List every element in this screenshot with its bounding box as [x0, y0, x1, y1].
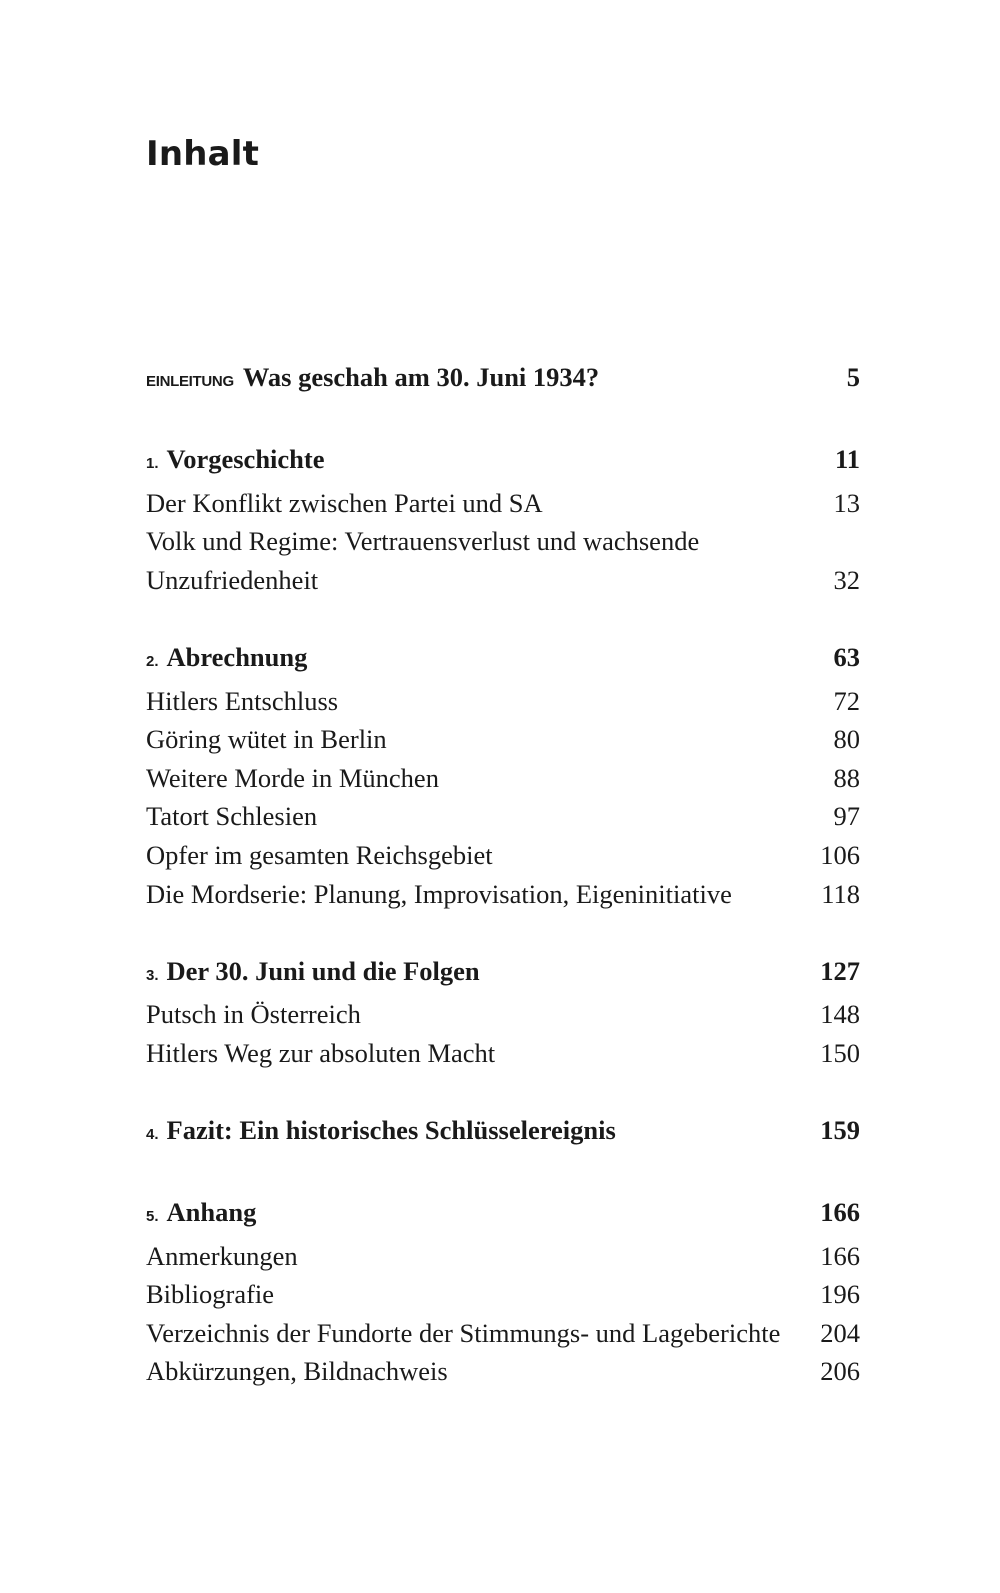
toc-row — [146, 759, 860, 798]
book-page — [146, 0, 860, 1593]
chapter-page-number: 159 — [820, 1114, 860, 1145]
toc-section-chapter-4 — [146, 1111, 860, 1155]
entry-page-number: 88 — [833, 762, 860, 793]
table-of-contents — [146, 358, 860, 1429]
entry-title: Abkürzungen, Bildnachweis — [146, 1356, 448, 1387]
toc-section-chapter-5 — [146, 1193, 860, 1391]
toc-section-chapter-3 — [146, 952, 860, 1073]
entry-page-number: 206 — [820, 1356, 860, 1387]
entry-title: Opfer im gesamten Reichsgebiet — [146, 839, 493, 870]
entry-page-number: 32 — [833, 564, 860, 595]
toc-row — [146, 682, 860, 721]
intro-page-number: 5 — [846, 362, 860, 392]
entry-title: Weitere Morde in München — [146, 762, 439, 793]
entry-page-number: 106 — [820, 839, 860, 870]
chapter-title: Fazit: Ein historisches Schlüsselereignis — [166, 1114, 616, 1145]
toc-row — [146, 1034, 860, 1073]
intro-title: Was geschah am 30. Juni 1934? — [242, 362, 600, 392]
chapter-title: Abrechnung — [166, 641, 308, 672]
toc-row — [146, 1237, 860, 1276]
entry-page-number: 148 — [820, 999, 860, 1030]
toc-section-chapter-2 — [146, 638, 860, 913]
chapter-title: Der 30. Juni und die Folgen — [166, 955, 480, 986]
chapter-number: 1. — [146, 455, 159, 473]
toc-row — [146, 797, 860, 836]
entry-page-number: 80 — [833, 724, 860, 755]
toc-section-chapter-1 — [146, 440, 860, 599]
entry-title: Die Mordserie: Planung, Improvisation, Eigeninitiative — [146, 878, 732, 909]
toc-row — [146, 1111, 860, 1155]
entry-page-number: 196 — [820, 1279, 860, 1310]
entry-title: Anmerkungen — [146, 1240, 298, 1271]
chapter-page-number: 166 — [820, 1197, 860, 1227]
toc-row — [146, 1275, 860, 1314]
toc-row — [146, 1193, 860, 1237]
toc-row — [146, 995, 860, 1034]
entry-title: Putsch in Österreich — [146, 999, 361, 1030]
entry-page-number: 150 — [820, 1037, 860, 1068]
toc-row — [146, 484, 860, 523]
entry-title-continued: Unzufriedenheit — [146, 564, 319, 595]
toc-row — [146, 561, 860, 600]
chapter-title: Vorgeschichte — [166, 444, 325, 475]
chapter-number: 3. — [146, 966, 159, 984]
toc-row — [146, 1314, 860, 1353]
entry-page-number: 72 — [833, 685, 860, 716]
entry-title: Verzeichnis der Fundorte der Stimmungs- und Lageberichte — [146, 1317, 781, 1348]
entry-title: Hitlers Weg zur absoluten Macht — [146, 1037, 496, 1068]
chapter-number: 4. — [146, 1125, 159, 1143]
entry-title: Der Konflikt zwischen Partei und SA — [146, 487, 543, 518]
toc-row — [146, 875, 860, 914]
entry-title: Göring wütet in Berlin — [146, 724, 387, 755]
toc-row — [146, 358, 860, 402]
chapter-page-number: 11 — [834, 444, 860, 475]
chapter-page-number: 63 — [833, 641, 860, 672]
chapter-page-number: 127 — [820, 955, 860, 986]
toc-row — [146, 952, 860, 996]
entry-page-number: 204 — [820, 1317, 860, 1348]
entry-page-number: 13 — [833, 487, 860, 518]
entry-title: Tatort Schlesien — [146, 801, 318, 832]
toc-section-intro — [146, 358, 860, 402]
entry-title: Bibliografie — [146, 1279, 275, 1310]
entry-title: Volk und Regime: Vertrauensverlust und wachsende — [146, 526, 700, 557]
entry-page-number: 118 — [821, 878, 860, 909]
entry-title: Hitlers Entschluss — [146, 685, 339, 716]
toc-row — [146, 836, 860, 875]
toc-row — [146, 522, 860, 561]
page-title: Inhalt — [146, 134, 260, 174]
chapter-number: 5. — [146, 1208, 159, 1225]
chapter-number: 2. — [146, 652, 159, 670]
entry-page-number: 166 — [820, 1240, 860, 1271]
chapter-title: Anhang — [166, 1197, 257, 1227]
entry-page-number: 97 — [833, 801, 860, 832]
toc-row — [146, 720, 860, 759]
intro-kicker: EINLEITUNG — [146, 373, 234, 390]
toc-row — [146, 440, 860, 484]
toc-row — [146, 1352, 860, 1391]
toc-row — [146, 638, 860, 682]
